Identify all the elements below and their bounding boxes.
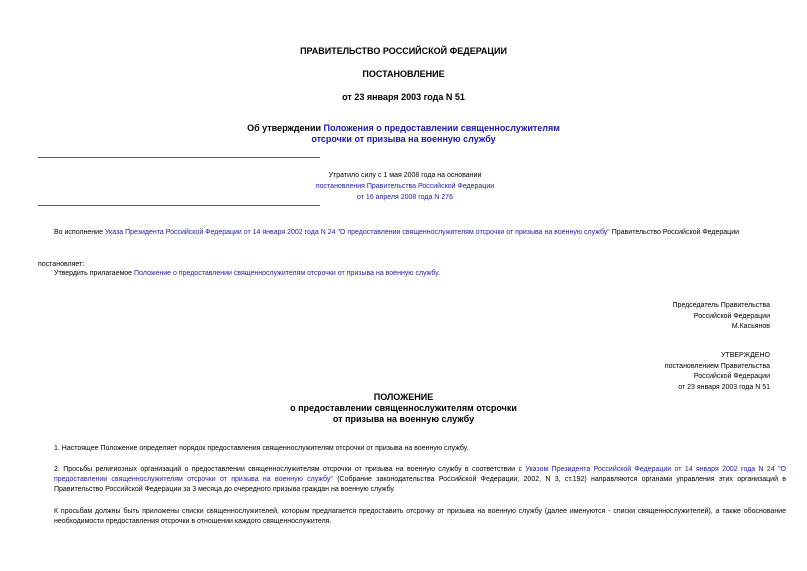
approve-text	[54, 269, 774, 279]
president-decree-link-2[interactable]: Указом Президента Российской Федерации от 14 января 2002 года N 24 "О предоставлении священнослужителям отсрочки от призыва на военную службу"	[54, 466, 787, 483]
preamble-suffix: Правительство Российской Федерации	[609, 229, 740, 236]
approved-line-1: УТВЕРЖДЕНО	[720, 352, 770, 359]
regulation-link-title-1[interactable]: Положения о предоставлении священнослужителям	[323, 123, 560, 133]
repeal-decree-link-1[interactable]: постановления Правительства Российской Федерации	[315, 183, 495, 190]
signature-line-3: М.Касьянов	[731, 323, 770, 330]
regulation-title: ПОЛОЖЕНИЕ	[373, 392, 434, 402]
approve-suffix: .	[438, 270, 441, 277]
approved-line-4: от 23 января 2003 года N 51	[678, 383, 770, 391]
divider-bottom	[38, 205, 320, 206]
approved-line-2: постановлением Правительства	[664, 362, 770, 370]
paragraph-1: 1. Настоящее Положение определяет порядок предоставления священнослужителям отсрочки от призыва на военную службу.	[54, 445, 469, 452]
doc-title-line-1	[0, 123, 807, 134]
paragraph-2	[38, 465, 786, 495]
resolves-text: постановляет:	[38, 261, 85, 268]
regulation-subtitle-1: о предоставлении священнослужителям отсрочки	[290, 403, 517, 413]
signature-line-2: Российской Федерации	[693, 312, 770, 320]
approved-block	[665, 351, 770, 393]
repeal-decree-link-2[interactable]: от 16 апреля 2008 года N 276	[357, 194, 453, 201]
regulation-heading	[0, 392, 807, 425]
president-decree-link[interactable]: Указа Президента Российской Федерации от 14 января 2002 года N 24 "О предоставлении священнослужителям отсрочки от призыва на военную службу"	[104, 229, 610, 236]
doc-title	[0, 123, 807, 145]
approved-line-3: Российской Федерации	[693, 373, 770, 380]
regulation-subtitle-2: от призыва на военную службу	[332, 414, 475, 424]
preamble-prefix: Во исполнение	[54, 229, 105, 236]
org-heading: ПРАВИТЕЛЬСТВО РОССИЙСКОЙ ФЕДЕРАЦИИ	[300, 46, 507, 56]
signature-block	[673, 301, 770, 333]
status-note-line-1: Утратило силу с 1 мая 2008 года на основании	[328, 172, 482, 179]
regulation-link[interactable]: Положение о предоставлении священнослужителям отсрочки от призыва на военную службу	[134, 270, 439, 277]
divider-top	[38, 157, 320, 158]
doc-title-prefix: Об утверждении	[247, 123, 324, 133]
regulation-link-title-2[interactable]: отсрочки от призыва на военную службу	[311, 134, 496, 144]
paragraph-2-prefix: 2. Просьбы религиозных организаций о предоставлении священнослужителям отсрочки от призыва на военную службу в соответствии с	[54, 466, 526, 473]
paragraph-3: К просьбам должны быть приложены списки священнослужителей, которым предлагается предоставить отсрочку от призыва на военную службу (далее именуются - списки священнослужителей), а также обоснование необходимости предоставления отсрочки в отношении каждого священнослужителя.	[54, 508, 786, 525]
status-note	[300, 170, 510, 203]
preamble	[54, 228, 774, 238]
signature-line-1: Председатель Правительства	[672, 302, 770, 309]
doc-type-heading: ПОСТАНОВЛЕНИЕ	[362, 69, 445, 79]
doc-date: от 23 января 2003 года N 51	[342, 92, 465, 102]
paragraph-2-suffix: (Собрание законодательства Российской Федерации, 2002, N 3, ст.192) направляются органами управления этих организаций в Правительство Российской Федерации за 3 месяца до очередного призыва граждан на военную службу.	[54, 476, 786, 493]
approve-prefix: Утвердить прилагаемое	[54, 270, 135, 277]
